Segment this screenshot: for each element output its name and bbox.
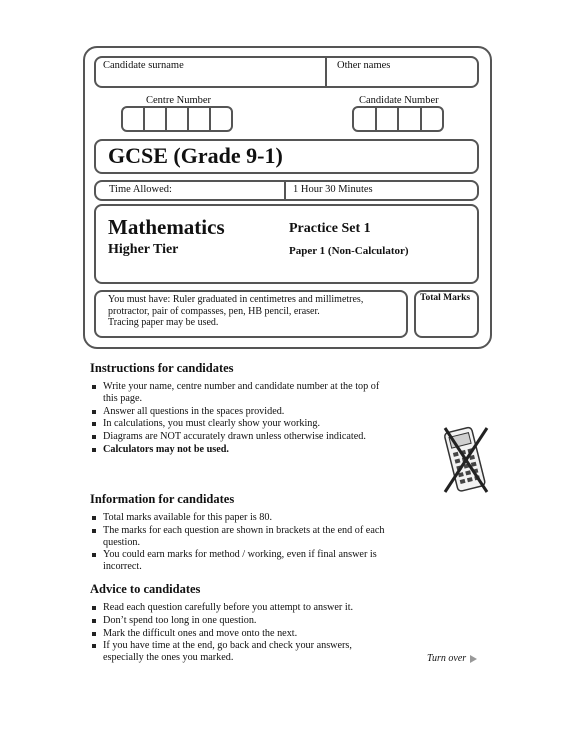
candidate-number-boxes[interactable] <box>352 106 444 132</box>
equipment-text <box>108 294 363 329</box>
centre-digit-box[interactable] <box>145 108 167 130</box>
candidate-digit-box[interactable] <box>399 108 422 130</box>
subject-title: Mathematics <box>108 215 225 239</box>
centre-digit-box[interactable] <box>167 108 189 130</box>
list-item: You could earn marks for method / working, even if final answer is incorrect. <box>90 549 390 573</box>
turn-over-label: Turn over <box>427 653 467 664</box>
centre-digit-box[interactable] <box>189 108 211 130</box>
equipment-line-2: protractor, pair of compasses, pen, HB pencil, eraser. <box>108 305 320 317</box>
list-item: Mark the difficult ones and move onto the next. <box>90 628 390 640</box>
total-marks-label: Total Marks <box>420 293 471 303</box>
equipment-line-1: Ruler graduated in centimetres and millimetres, <box>172 294 364 305</box>
list-item: The marks for each question are shown in brackets at the end of each question. <box>90 525 390 549</box>
time-allowed-label: Time Allowed: <box>109 184 172 195</box>
centre-digit-box[interactable] <box>123 108 145 130</box>
candidate-digit-box[interactable] <box>377 108 400 130</box>
advice-list <box>90 602 390 665</box>
paper-label: Paper 1 (Non-Calculator) <box>289 245 409 257</box>
list-item: Answer all questions in the spaces provided. <box>90 406 390 418</box>
list-item: Diagrams are NOT accurately drawn unless otherwise indicated. <box>90 431 390 443</box>
candidate-surname-label: Candidate surname <box>103 60 184 71</box>
turn-over <box>427 653 477 664</box>
list-item: Calculators may not be used. <box>90 444 390 456</box>
instructions-list <box>90 381 390 457</box>
list-item: Write your name, centre number and candidate number at the top of this page. <box>90 381 390 405</box>
centre-number-label: Centre Number <box>146 95 212 106</box>
time-divider <box>284 181 286 200</box>
other-names-label: Other names <box>337 60 391 71</box>
arrow-right-icon <box>470 655 477 663</box>
centre-number-boxes[interactable] <box>121 106 233 132</box>
you-must-have-label: You must have: <box>108 294 171 305</box>
qualification-title: GCSE (Grade 9-1) <box>108 143 283 168</box>
information-heading: Information for candidates <box>90 492 235 506</box>
tier-label: Higher Tier <box>108 242 179 257</box>
candidate-digit-box[interactable] <box>354 108 377 130</box>
list-item: Read each question carefully before you attempt to answer it. <box>90 602 390 614</box>
time-allowed-value: 1 Hour 30 Minutes <box>293 184 373 195</box>
list-item: Don’t spend too long in one question. <box>90 615 390 627</box>
no-calculator-icon <box>441 424 491 496</box>
practice-set-label: Practice Set 1 <box>289 221 371 236</box>
list-item: If you have time at the end, go back and check your answers, especially the ones you marked. <box>90 640 390 664</box>
candidate-digit-box[interactable] <box>422 108 443 130</box>
candidate-number-label: Candidate Number <box>359 95 439 106</box>
list-item: Total marks available for this paper is 80. <box>90 512 390 524</box>
information-list <box>90 512 390 574</box>
instructions-heading: Instructions for candidates <box>90 361 234 375</box>
advice-heading: Advice to candidates <box>90 582 201 596</box>
name-divider <box>325 57 327 87</box>
list-item: In calculations, you must clearly show your working. <box>90 418 390 430</box>
centre-digit-box[interactable] <box>211 108 231 130</box>
equipment-line-3: Tracing paper may be used. <box>108 317 219 328</box>
